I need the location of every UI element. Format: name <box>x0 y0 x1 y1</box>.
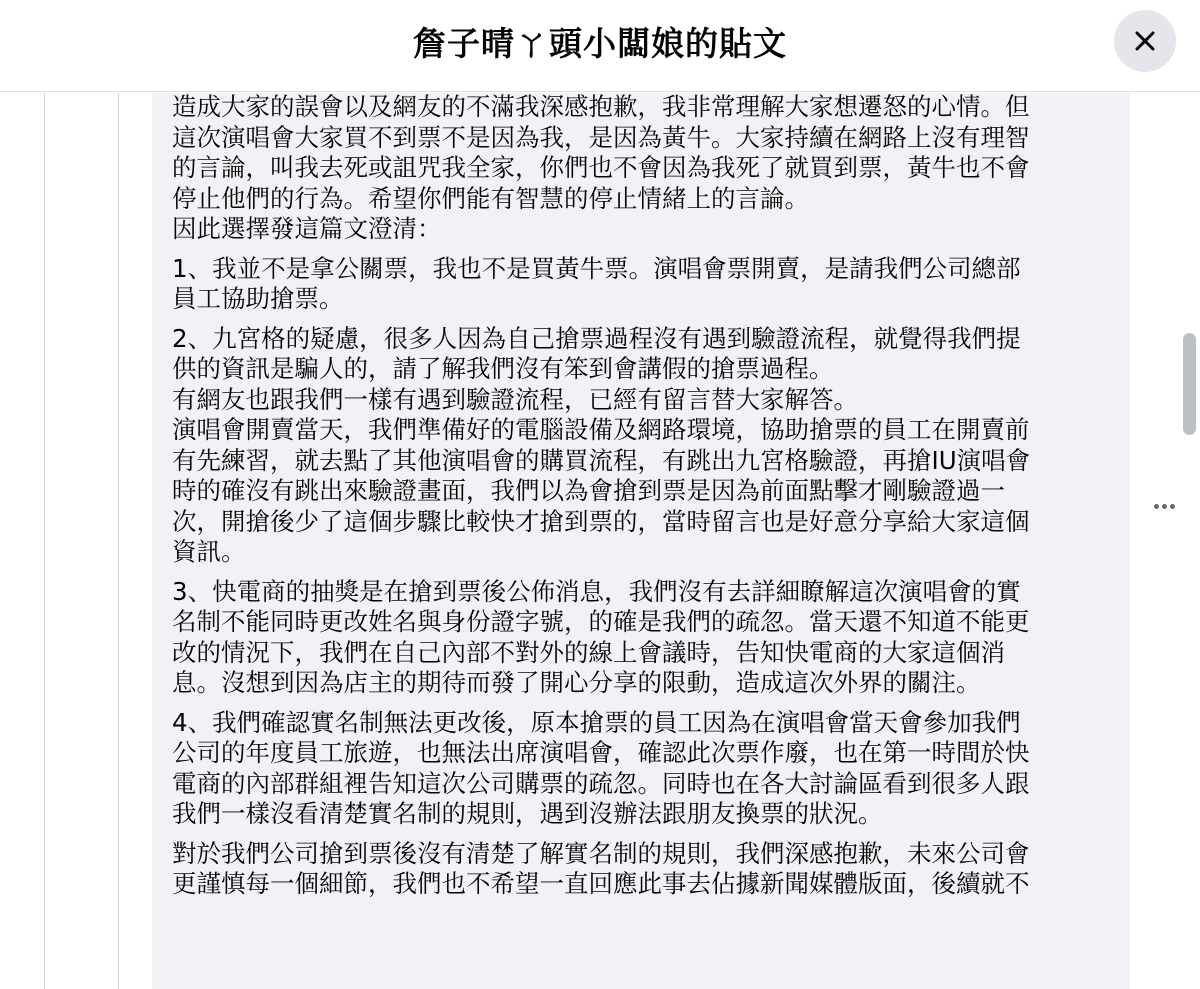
post-paragraph: 4、我們確認實名制無法更改後，原本搶票的員工因為在演唱會當天會參加我們 公司的年度員工旅遊，也無法出席演唱會，確認此次票作廢，也在第一時間於快 電商的內部群組裡告知這次公司購票的疏忽。同時也在各大討論區看到很多人跟 我們一樣沒看清楚實名制的規則，遇到沒辦法跟朋友換票的狀況。 <box>172 707 1030 828</box>
post-paragraph: 3、快電商的抽獎是在搶到票後公佈消息，我們沒有去詳細瞭解這次演唱會的實 名制不能同時更改姓名與身份證字號，的確是我們的疏忽。當天還不知道不能更 改的情況下，我們在自己內部不對外的線上會議時，告知快電商的大家這個消 息。沒想到因為店主的期待而發了開心分享的限動，造成這次外界的關注。 <box>172 576 1030 697</box>
post-paragraph: 造成大家的誤會以及網友的不滿我深感抱歉，我非常理解大家想遷怒的心情。但 這次演唱會大家買不到票不是因為我，是因為黃牛。大家持續在網路上沒有理智 的言論，叫我去死或詛咒我全家，你們也不會因為我死了就買到票，黃牛也不會 停止他們的行為。希望你們能有智慧的停止情緒上的言論。 因此選擇發這篇文澄清： <box>172 93 1030 243</box>
dialog-title: 詹子晴ㄚ頭小闆娘的貼文 <box>413 24 787 63</box>
post-content-area <box>0 93 1200 989</box>
more-options-button[interactable] <box>1148 494 1180 518</box>
dialog-header <box>0 0 1200 92</box>
comment-bubble <box>152 93 1130 989</box>
thread-guide-line <box>44 93 45 989</box>
close-icon <box>1132 28 1158 54</box>
post-paragraph: 1、我並不是拿公關票，我也不是買黃牛票。演唱會票開賣，是請我們公司總部 員工協助搶票。 <box>172 253 1021 313</box>
scrollbar-thumb[interactable] <box>1183 333 1196 435</box>
post-paragraph: 對於我們公司搶到票後沒有清楚了解實名制的規則，我們深感抱歉，未來公司會 更謹慎每一個細節，我們也不希望一直回應此事去佔據新聞媒體版面，後續就不 <box>172 838 1030 898</box>
post-paragraph: 2、九宮格的疑慮，很多人因為自己搶票過程沒有遇到驗證流程，就覺得我們提 供的資訊是騙人的，請了解我們沒有笨到會講假的搶票過程。 有網友也跟我們一樣有遇到驗證流程，已經有留言替大家解答。 演唱會開賣當天，我們準備好的電腦設備及網路環境，協助搶票的員工在開賣前 有先練習，就去點了其他演唱會的購買流程，有跳出九宮格驗證，再搶IU演唱會 時的確沒有跳出來驗證畫面，我們以為會搶到票是因為前面點擊才剛驗證過一 次，開搶後少了這個步驟比較快才搶到票的，當時留言也是好意分享給大家這個 資訊。 <box>172 323 1031 566</box>
more-horizontal-icon <box>1154 504 1159 509</box>
thread-guide-line <box>118 93 119 989</box>
close-button[interactable] <box>1114 10 1176 72</box>
scrollbar-track[interactable] <box>1182 93 1196 989</box>
